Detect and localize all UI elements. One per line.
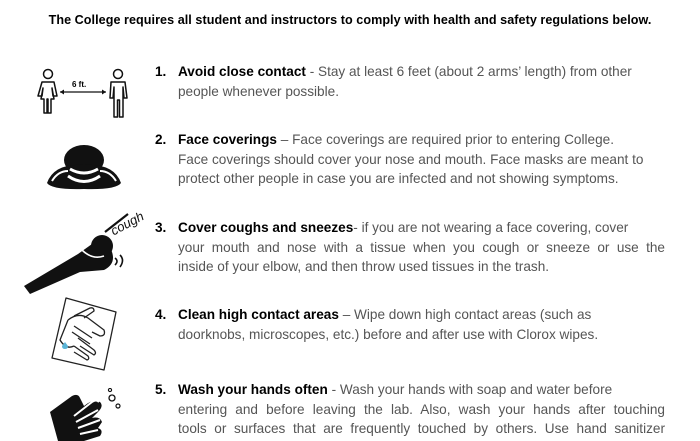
item-title: Cover coughs and sneezes [178, 220, 354, 235]
face-mask-icon [44, 143, 124, 191]
item-text: inside of your elbow, and then throw used tissues in the trash. [178, 259, 550, 274]
cleaning-wipe-icon [44, 290, 124, 375]
social-distance-icon [36, 66, 136, 120]
cough-label: cough [108, 208, 147, 239]
item-text: tools or surfaces that are frequently touched by others. Use hand sanitizer [178, 421, 665, 436]
item-title: Clean high contact areas [178, 307, 339, 322]
item-text: your mouth and nose with a tissue when you cough or sneeze or use the [178, 239, 665, 255]
item-text: entering and before leaving the lab. Also, wash your hands after touching [178, 401, 665, 417]
item-number: 5. [155, 382, 167, 397]
distance-label: 6 ft. [72, 80, 87, 89]
item-number: 2. [155, 132, 167, 147]
item-title: Wash your hands often [178, 382, 328, 397]
rule-item-5 [155, 380, 665, 439]
item-title: Avoid close contact [178, 64, 306, 79]
rule-item-3 [155, 218, 665, 277]
item-text: - if you are not wearing a face covering, cover [353, 220, 629, 235]
item-text: Face coverings should cover your nose and mouth. Face masks are meant to [178, 151, 644, 167]
hand-washing-icon [44, 388, 124, 441]
item-text: doorknobs, microscopes, etc.) before and after use with Clorox wipes. [178, 326, 599, 342]
rule-item-1 [155, 62, 665, 101]
page-header: The College requires all student and instructors to comply with health and safety regulations below. [48, 13, 652, 27]
item-text: – Face coverings are required prior to entering College. [276, 132, 614, 147]
item-text: protect other people in case you are infected and not showing symptoms. [178, 171, 619, 186]
rule-item-2 [155, 130, 665, 189]
item-text: people whenever possible. [178, 83, 339, 99]
item-title: Face coverings [178, 132, 277, 147]
item-number: 3. [155, 220, 167, 235]
item-number: 4. [155, 307, 167, 322]
rule-item-4 [155, 305, 665, 344]
item-number: 1. [155, 64, 167, 79]
item-text: – Wipe down high contact areas (such as [338, 307, 592, 322]
item-text: - Wash your hands with soap and water before [327, 382, 613, 397]
item-text: - Stay at least 6 feet (about 2 arms’ length) from other [305, 64, 632, 79]
